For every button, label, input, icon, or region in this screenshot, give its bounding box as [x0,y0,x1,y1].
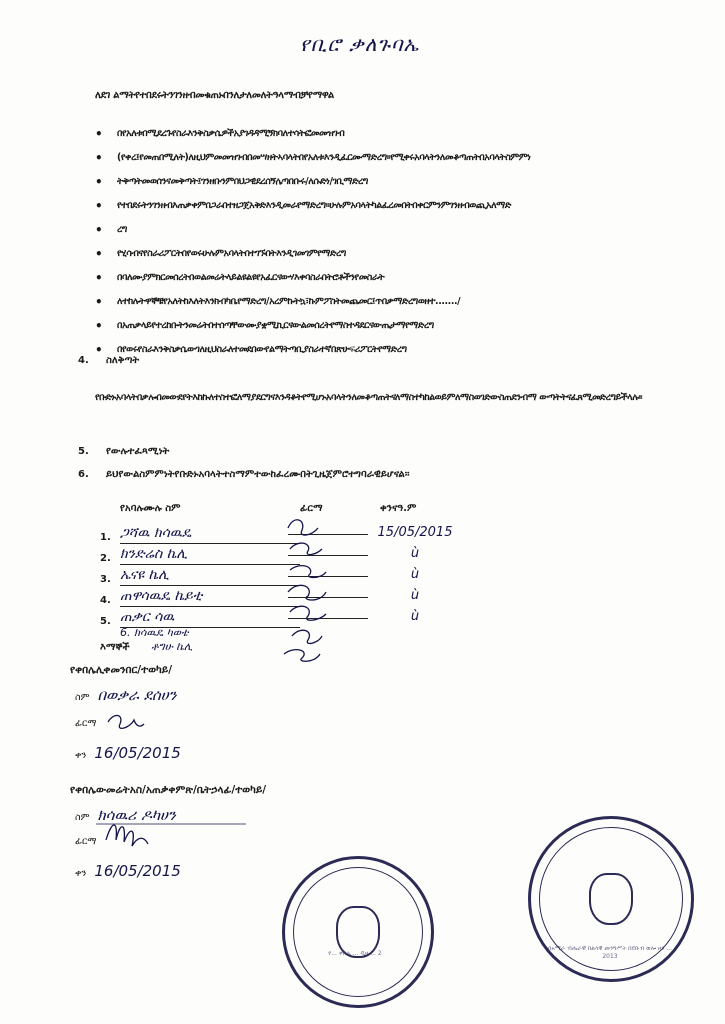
field-label: ስም [75,692,90,703]
office-heading: የቀበሌውመሬትአስ/አጠቃቀምጽ/ቤትኃላፊ/ተወካይ/ [70,784,267,796]
member-date: ù [410,609,420,624]
section-title: ስለቅጣት [106,355,140,366]
member-name: ጠዋሳዉዴ ኬይቲ [120,588,300,607]
list-item-cont: • ረግ [95,218,685,242]
section-number: 5. [78,446,89,457]
office-signature [106,825,148,846]
list-item-cont: • ትቅጣትመወሰንናመቅጣት፤ገንዘቡንምበህጋዊደረሰኝሌጣበቡሩ/ለሱድነ/ገቢማድረግ [95,170,685,194]
signature-6 [292,630,322,643]
member-date: ù [410,567,420,582]
witness-name: ቶግሁ ኬሊ [151,640,193,653]
field-label: ቀን [75,750,87,761]
member-name: ኤናዩ ኬሊ [120,567,300,586]
member-date: 15/05/2015 [377,525,453,540]
row-number: 5. [100,616,111,627]
field-value: በወቃራ ደሰሀን [97,686,177,704]
list-item: • በአጠቃላይየተረከቡትንመሬትበተሰጣቸውሙያቋሚኪርናውልመሰረትየማስተዳደርናውጤታማየማድረግ [95,314,685,338]
member-date: ù [410,588,420,603]
field-value: 16/05/2015 [94,862,181,880]
penalty-paragraph: የቡድኑአባላትበቃሎበመውደየትእከኩለተስተፎለማያደርግናእንዳቆትየሚሆኑአባላትንለመቆጣጠትናለማስተካከልወይምለማስወገድውስጠደንብማ ውጣትትናፈጸሚመድረግይችላሉ፡፡ [95,392,643,403]
emblem-icon [589,873,633,925]
section-title: የውሉተፈጻሚነት [106,446,170,457]
field-label: ቀን [75,868,87,879]
col-header-date: ቀንናዓ.ም [380,503,417,514]
row-number: 4. [100,595,111,606]
seal-right-text: በአማራ ብሔራዊ ክልላዊ መንግሥት በደቡብ ወሎ ዞን ... 2013 [547,945,673,960]
list-item: • በየወሩየስራእንቅስቃሴውገለዚህስራለተመደበውየልማትጣቢያስራተኛበጽሁፍሪፖርትየማድረግ [95,338,685,362]
member-name: ጠቃር ሳዉ [120,609,300,628]
list-item: • በባለሙያምክርመሰረትበወልመሬትላይልዩልዩየአፈርናውሃእቀባስራበትሮቶችንየመስራት [95,266,685,290]
receiver-signature [108,715,144,728]
section-number: 4. [78,355,89,366]
field-label: ፊርማ [75,836,97,847]
document-title: የቢሮ ቃለጉባኤ [300,32,420,56]
row-number: 2. [100,553,111,564]
signature-7 [284,650,320,662]
signature-3 [290,566,326,578]
signature-4 [288,585,326,600]
agreement-subtitle: ለደገ ልማትየተበደሩትንገንዘብመቁጠኑበንለታለመለትዓላማብቻየማዋል [95,90,334,101]
field-label: ስም [75,812,90,823]
row-number: 1. [100,532,111,543]
member-name: ክንድሬስ ኬሊ [120,546,300,565]
field-value: ክሳዉሪ ዶካሀን [97,806,176,824]
list-item: • የሂሳብናየስራሪፖርትበየወሩሁሉምአባላትበተገኙበትእንዲገመገምየማድረግ [95,242,685,266]
list-item: • በየአለቱበሚደረጉየስራእንቅስቃሴዎችአያገዳዳሚኝክባለተሳትፎመመዝገብ [95,122,685,146]
signature-1 [288,520,318,535]
list-item: • ለተከሉትዋኞቹየአለትከእለትእንክብካቤየማድረግ/አረምኩትኳ፣ኩምፖስትመጨመር፤ጥበቃማድረግወዘተ......./ [95,290,685,314]
receiver-heading: የቀበሌሊቀመንበር/ተወካይ/ [70,664,173,676]
list-item: • የተበደሩትንገንዘብእጠቃቀምበጋራበተዘጋጀአቅድእንዲመራየማድረግ፡፡ሁሉምአባላትካልፈረመበትበቀርምንምገንዘብወጪአለማድ [95,194,685,218]
list-item-cont: • (የቀረ፤የመጠበሚለት)ለዚህምመመዝገብበመሣዘትኣባላትበየአለቱእንዲፈርሙማድረግ፡፡የሚቀሩአባላትንለመቆጣጠትበአባላትስምምነ [95,146,685,170]
member-name: ጋሻዉ ክሳዉዴ [120,525,300,544]
col-header-signature: ፊርማ [300,503,323,514]
row-number: 3. [100,574,111,585]
field-value: 16/05/2015 [94,744,181,762]
extra-member: 6. ክሳዉዴ ካወቴ [120,626,189,639]
signature-5 [290,606,326,620]
section-number: 6. [78,469,89,480]
signature-2 [290,543,322,555]
round-seal-left [282,856,434,1008]
seal-left-text: የ... ቀበሌ ... ዲዛ ... 2 [328,950,382,957]
section-text: ይህየውልስምምነትየቡድኑአባላትተስማምተውከፈረሙበትጊዜጀምሮተግባራዊይሆናል፡፡ [106,469,410,480]
member-date: ù [410,546,420,561]
witness-label: እማኞች [100,642,130,653]
col-header-name: የአባሉሙሉ ስም [120,503,181,514]
field-label: ፊርማ [75,718,97,729]
